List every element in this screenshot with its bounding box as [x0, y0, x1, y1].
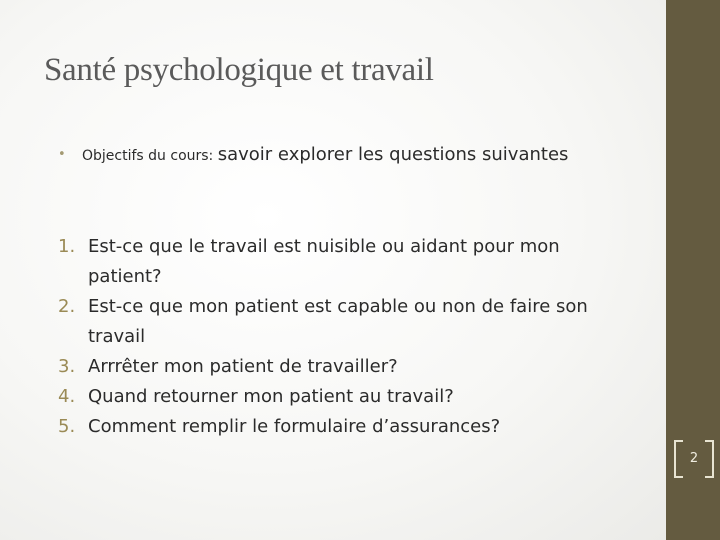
- slide-title: Santé psychologique et travail: [44, 52, 434, 88]
- objective-text: [82, 141, 618, 170]
- list-item: [58, 382, 618, 412]
- page-number-badge: [674, 440, 714, 476]
- list-item: [58, 232, 618, 292]
- item-number: 4.: [58, 386, 76, 407]
- objective-rest: savoir explorer les questions suivantes: [217, 144, 569, 165]
- item-text: Est-ce que le travail est nuisible ou aidant pour mon patient?: [88, 236, 560, 287]
- item-number: 5.: [58, 416, 76, 437]
- item-number: 3.: [58, 356, 76, 377]
- numbered-list: [58, 232, 618, 442]
- objective-lead: Objectifs du cours:: [82, 148, 218, 164]
- bullet-dot-icon: •: [58, 147, 66, 162]
- item-text: Quand retourner mon patient au travail?: [88, 386, 454, 407]
- list-item: [58, 352, 618, 382]
- page-number: 2: [689, 451, 699, 466]
- item-text: Est-ce que mon patient est capable ou non de faire son travail: [88, 296, 588, 347]
- item-number: 2.: [58, 296, 76, 317]
- item-text: Arrrêter mon patient de travailler?: [88, 356, 398, 377]
- objective-bullet: [58, 141, 618, 170]
- list-item: [58, 412, 618, 442]
- list-item: [58, 292, 618, 352]
- item-number: 1.: [58, 236, 76, 257]
- item-text: Comment remplir le formulaire d’assurances?: [88, 416, 501, 437]
